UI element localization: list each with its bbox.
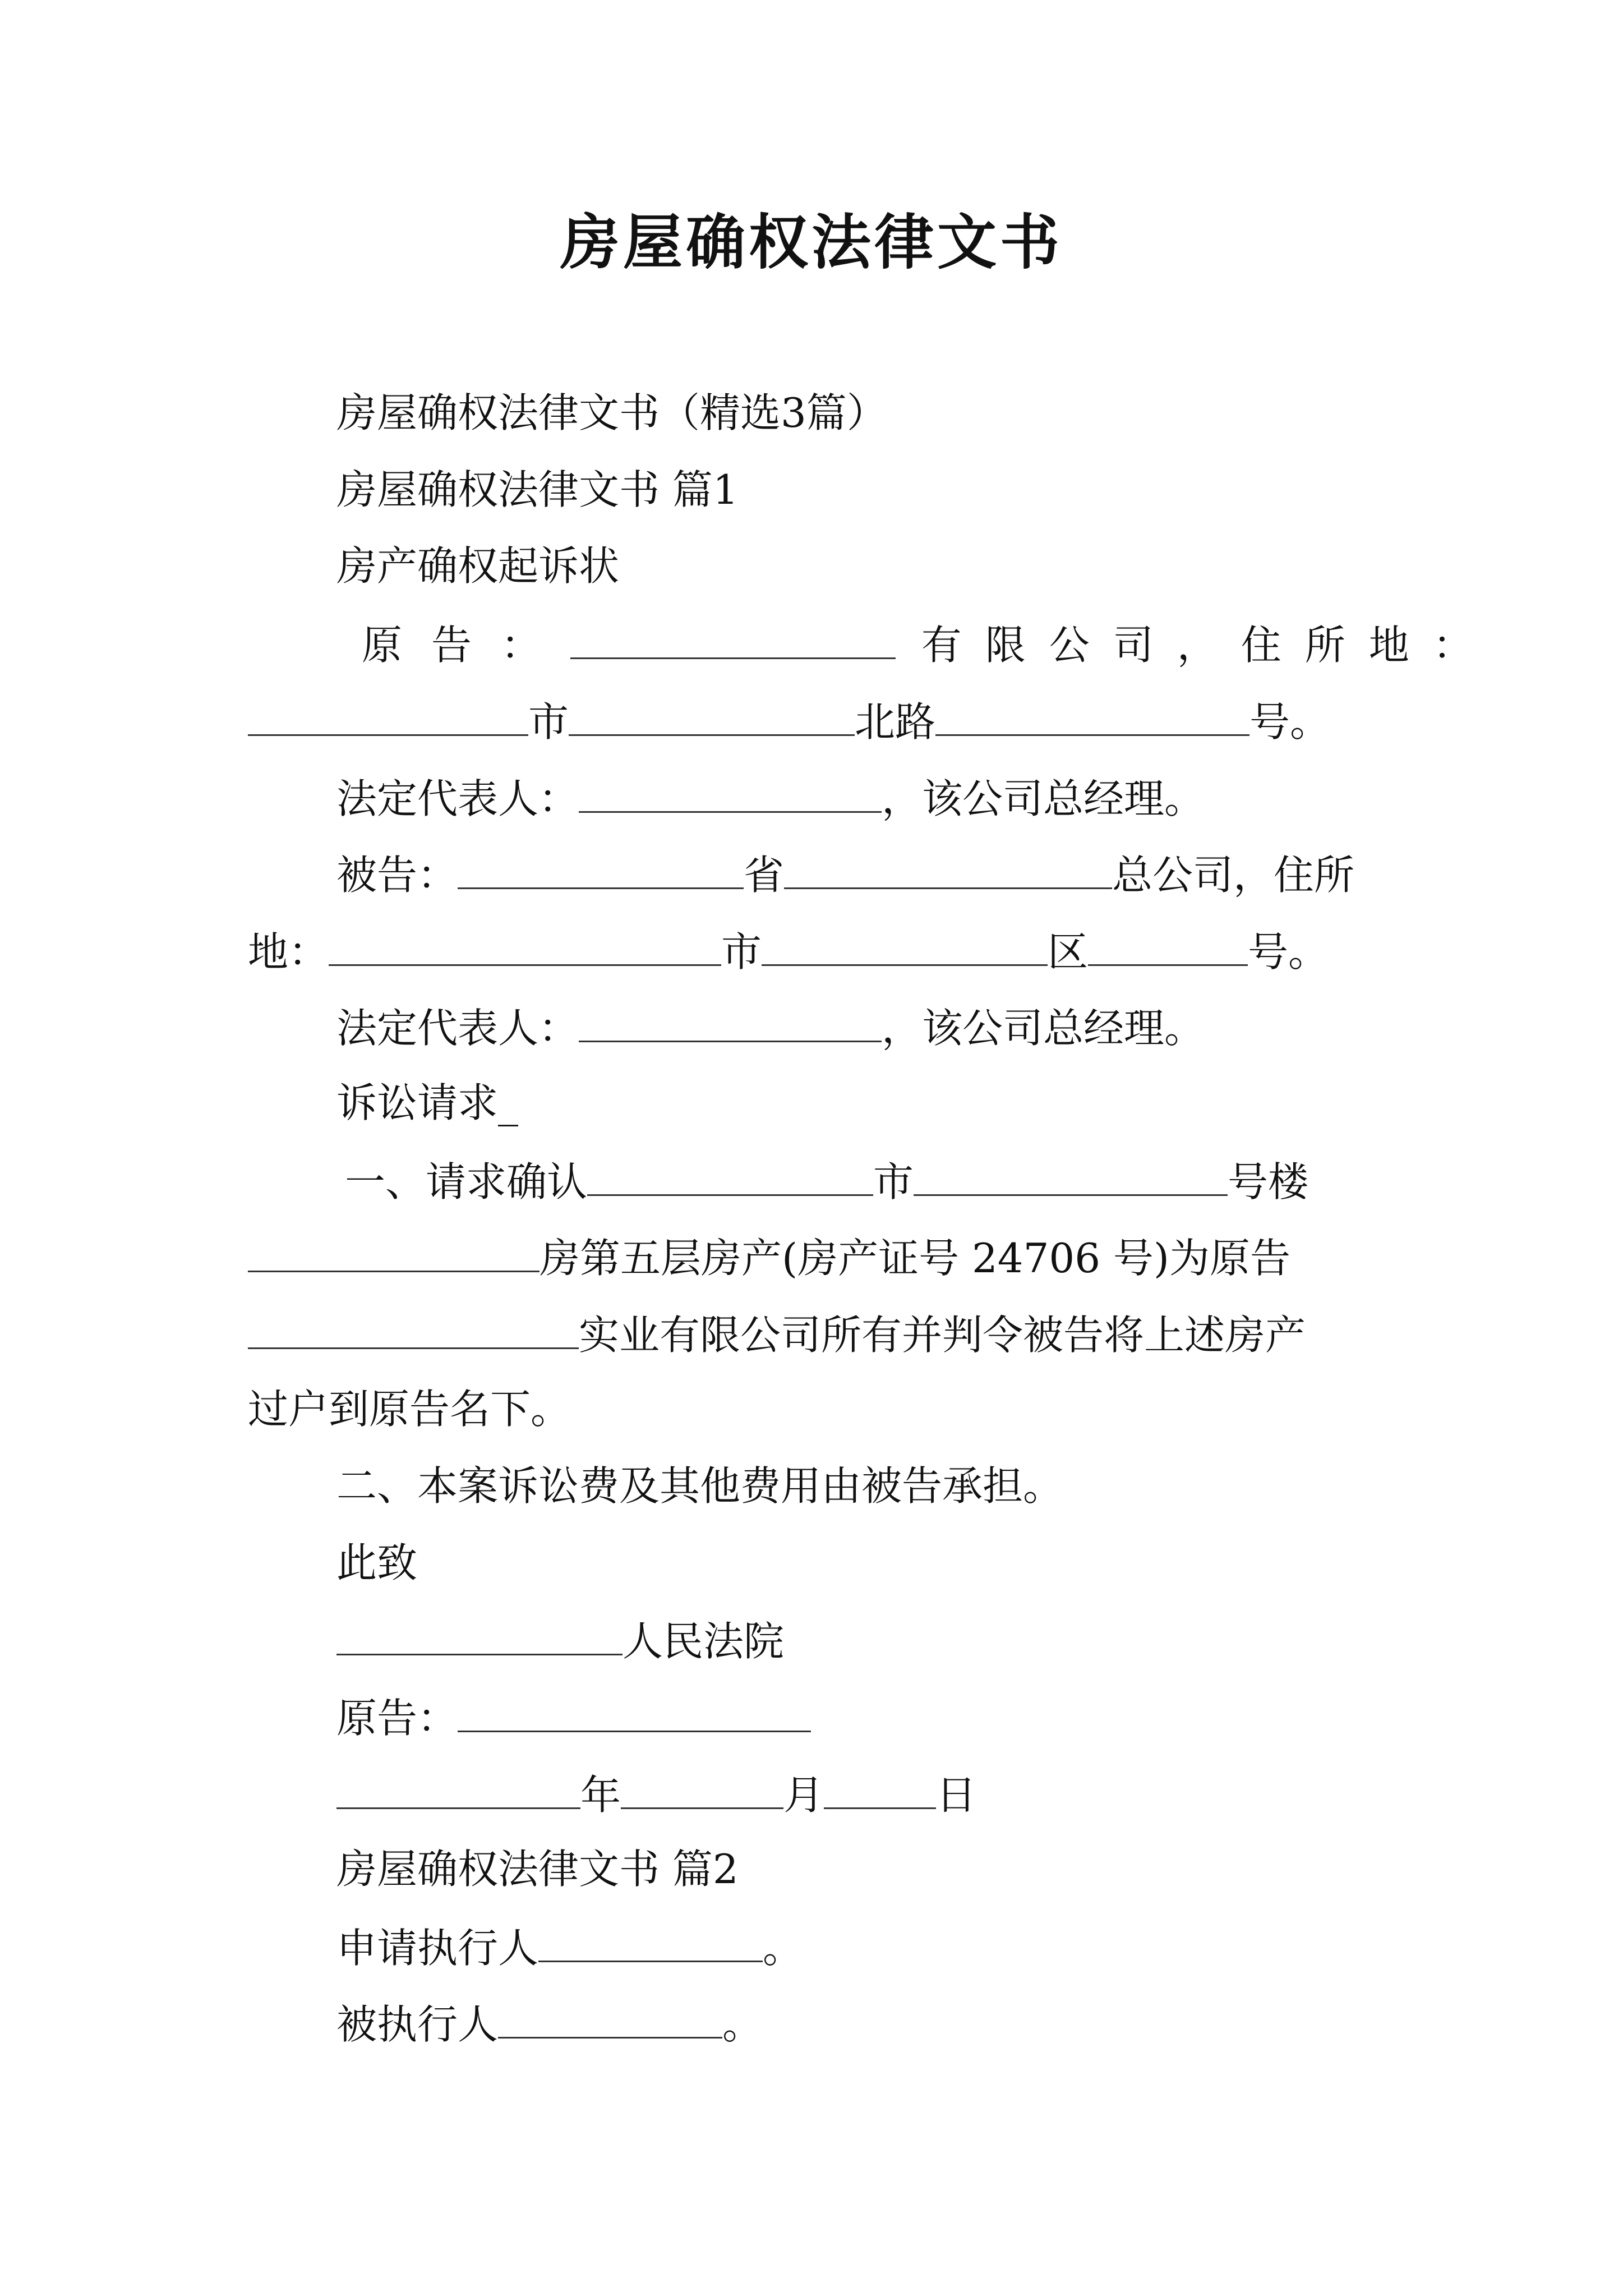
plaintiff-company-suffix: 有限公司，住所地： xyxy=(921,622,1497,669)
document-title: 房屋确权法律文书 xyxy=(560,207,1063,277)
salutation: 此致 xyxy=(336,1539,418,1586)
blank-field xyxy=(248,1313,579,1349)
number-label: 号。 xyxy=(1249,698,1331,746)
blank-field xyxy=(579,1006,882,1042)
defendant-label: 被告： xyxy=(336,852,458,899)
blank-field xyxy=(569,700,855,736)
blank-field xyxy=(498,2002,722,2039)
court-line xyxy=(336,1618,785,1665)
blank-field xyxy=(1088,930,1248,966)
blank-field xyxy=(621,1773,783,1809)
claim-one-label: 一、请求确认 xyxy=(345,1158,588,1205)
blank-field xyxy=(824,1773,936,1809)
blank-field xyxy=(458,1696,811,1732)
signature-line xyxy=(336,1695,811,1742)
building-label: 号楼 xyxy=(1228,1158,1309,1205)
blank-field xyxy=(914,1159,1228,1196)
address-label: 地： xyxy=(248,928,329,976)
blank-field xyxy=(784,853,1112,889)
period: 。 xyxy=(763,1925,804,1972)
representative-suffix: ，该公司总经理。 xyxy=(882,775,1205,822)
blank-field xyxy=(329,930,721,966)
plaintiff-address-line xyxy=(248,698,1331,746)
claim-two: 二、本案诉讼费及其他费用由被告承担。 xyxy=(336,1462,1064,1510)
representative-suffix: ，该公司总经理。 xyxy=(882,1005,1205,1052)
blank-field xyxy=(762,930,1048,966)
plaintiff-label: 原告： xyxy=(362,622,571,669)
number-label: 号。 xyxy=(1248,928,1329,976)
district-label: 区 xyxy=(1048,928,1089,976)
blank-field xyxy=(587,1159,873,1196)
blank-field xyxy=(935,700,1249,736)
representative-label: 法定代表人： xyxy=(336,775,579,822)
section-heading-2: 房屋确权法律文书 篇2 xyxy=(336,1846,739,1893)
blank-field xyxy=(538,1926,763,1962)
defendant-company-suffix: 总公司，住所 xyxy=(1112,852,1355,899)
city-label: 市 xyxy=(721,928,762,976)
blank-field xyxy=(336,1619,623,1655)
claim-one-line xyxy=(345,1158,1309,1205)
blank-field xyxy=(248,700,528,736)
plaintiff-representative-line xyxy=(336,775,1205,822)
ownership-claim: 实业有限公司所有并判令被告将上述房产 xyxy=(579,1312,1306,1359)
claims-heading: 诉讼请求_ xyxy=(336,1079,519,1126)
date-line xyxy=(336,1772,977,1819)
collection-heading: 房屋确权法律文书（精选3篇） xyxy=(336,389,887,436)
plaintiff-signature-label: 原告： xyxy=(336,1695,458,1742)
day-label: 日 xyxy=(936,1772,977,1819)
complaint-title: 房产确权起诉状 xyxy=(336,542,620,590)
province-label: 省 xyxy=(744,852,785,899)
period: 。 xyxy=(722,2001,763,2048)
respondent-label: 被执行人 xyxy=(336,2001,499,2048)
property-description: 房第五层房产(房产证号 24706 号)为原告 xyxy=(540,1235,1290,1282)
blank-field xyxy=(336,1773,580,1809)
city-label: 市 xyxy=(873,1158,914,1205)
applicant-label: 申请执行人 xyxy=(336,1925,539,1972)
respondent-line xyxy=(336,2001,763,2048)
blank-field xyxy=(579,776,882,813)
claim-one-continued-2 xyxy=(248,1312,1306,1359)
court-label: 人民法院 xyxy=(623,1618,785,1665)
defendant-address-line xyxy=(248,928,1329,976)
month-label: 月 xyxy=(783,1772,824,1819)
blank-field xyxy=(248,1236,540,1272)
claim-one-end: 过户到原告名下。 xyxy=(248,1386,571,1433)
year-label: 年 xyxy=(580,1772,621,1819)
plaintiff-line xyxy=(362,622,1497,669)
claim-one-continued xyxy=(248,1235,1290,1282)
defendant-line xyxy=(336,852,1355,899)
defendant-representative-line xyxy=(336,1005,1205,1052)
city-label: 市 xyxy=(528,698,569,746)
blank-field xyxy=(570,623,896,659)
road-label: 北路 xyxy=(855,698,936,746)
representative-label: 法定代表人： xyxy=(336,1005,579,1052)
applicant-line xyxy=(336,1925,804,1972)
blank-field xyxy=(458,853,744,889)
section-heading-1: 房屋确权法律文书 篇1 xyxy=(336,466,739,513)
